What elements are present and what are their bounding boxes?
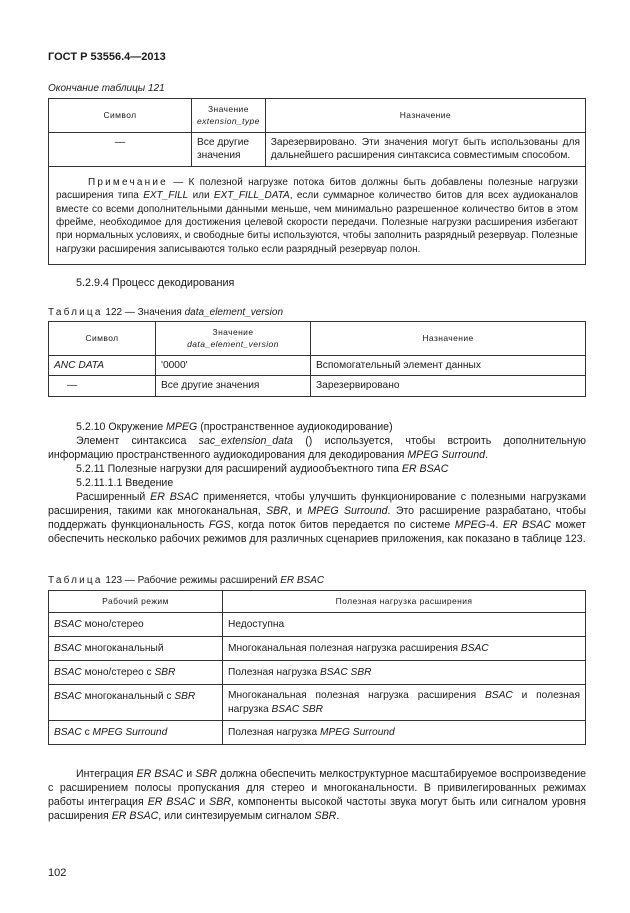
- table-row: [49, 356, 586, 376]
- col-header-symbol: Символ: [49, 322, 156, 356]
- cell-payload: Недоступна: [223, 613, 586, 637]
- col-header-value: Значение extension_type: [192, 99, 266, 133]
- table-row: [49, 133, 586, 167]
- col-header-payload: Полезная нагрузка расширения: [223, 591, 586, 613]
- document-code: ГОСТ Р 53556.4—2013: [48, 51, 166, 63]
- cell-mode: BSAC с MPEG Surround: [49, 721, 223, 745]
- cell-mode: BSAC моно/стерео: [49, 613, 223, 637]
- table-row: [49, 721, 586, 745]
- table-122: [48, 321, 586, 397]
- table-row: [49, 661, 586, 685]
- cell-value: '0000': [156, 356, 311, 376]
- table-note-row: [49, 166, 586, 264]
- cell-symbol: —: [49, 376, 156, 396]
- cell-payload: Многоканальная полезная нагрузка расширения BSAC и полезная нагрузка BSAC SBR: [223, 685, 586, 721]
- section-5-2-10: 5.2.10 Окружение MPEG (пространственное аудиокодирование): [76, 421, 393, 433]
- cell-value: Все другие значения: [192, 133, 266, 167]
- page-number: 102: [48, 867, 67, 879]
- cell-purpose: Зарезервировано: [311, 376, 586, 396]
- cell-purpose: Вспомогательный элемент данных: [311, 356, 586, 376]
- cell-payload: Многоканальная полезная нагрузка расширения BSAC: [223, 637, 586, 661]
- col-header-value: Значение data_element_version: [156, 322, 311, 356]
- table-123: [48, 590, 586, 745]
- section-5-2-11: 5.2.11 Полезные нагрузки для расширений аудиообъектного типа ER BSAC: [76, 463, 449, 475]
- cell-symbol: —: [49, 133, 192, 167]
- cell-payload: Полезная нагрузка BSAC SBR: [223, 661, 586, 685]
- paragraph-er-bsac-intro: Расширенный ER BSAC применяется, чтобы улучшить функционирование с полезными нагрузками расширения, такими как многоканальная, SBR, и MPEG Surround. Это расширение разрабатано, чтобы поддержать функциональность FGS, когда поток битов передается по системе MPEG-4. ER BSAC может обеспечить несколько рабочих режимов для различных сценариев приложения, как показано в таблице 123.: [48, 491, 586, 545]
- section-5-2-9-4: 5.2.9.4 Процесс декодирования: [76, 277, 235, 289]
- cell-payload: Полезная нагрузка MPEG Surround: [223, 721, 586, 745]
- table-note: Примечание — К полезной нагрузке потока битов должны быть добавлены полезные нагрузки расширения типа EXT_FILL или EXT_FILL_DATA, если суммарное количество битов для всех аудиоканалов вместе со всеми дополнительными данными меньше, чем минимально разрешенное количество битов в этом фрейме, необходимое для достижения целевой скорости передачи. Полезные нагрузки расширения избегают при нормальных условиях, и свободные биты используются, чтобы заполнить разрядный резервуар. Полезные нагрузки расширения записываются только если разрядный резервуар полон.: [49, 166, 586, 264]
- cell-mode: BSAC многоканальный с SBR: [49, 685, 223, 721]
- cell-purpose: Зарезервировано. Эти значения могут быть использованы для дальнейшего расширения синтаксиса совместимым способом.: [265, 133, 585, 167]
- section-5-2-11-1-1: 5.2.11.1.1 Введение: [76, 477, 174, 489]
- cell-mode: BSAC моно/стерео с SBR: [49, 661, 223, 685]
- table-row: [49, 685, 586, 721]
- table-121-caption: Окончание таблицы 121: [48, 83, 165, 94]
- cell-value: Все другие значения: [156, 376, 311, 396]
- col-header-symbol: Символ: [49, 99, 192, 133]
- cell-symbol: ANC DATA: [49, 356, 156, 376]
- table-row: [49, 376, 586, 396]
- table-121: [48, 98, 586, 265]
- table-123-caption: Таблица 123 — Рабочие режимы расширений ER BSAC: [48, 575, 325, 586]
- paragraph-integration: Интеграция ER BSAC и SBR должна обеспечить мелкоструктурное масштабируемое воспроизведение с расширением полосы пропускания для стерео и многоканальности. В привилегированных режимах работы интеграция ER BSAC и SBR, компоненты высокой частоты звука могут быть или сигналом уровня расширения ER BSAC, или синтезируемым сигналом SBR.: [48, 768, 587, 822]
- table-122-caption: Таблица 122 — Значения data_element_version: [48, 307, 284, 318]
- table-row: [49, 637, 586, 661]
- table-row: [49, 613, 586, 637]
- col-header-purpose: Назначение: [311, 322, 586, 356]
- col-header-purpose: Назначение: [265, 99, 585, 133]
- cell-mode: BSAC многоканальный: [49, 637, 223, 661]
- col-header-mode: Рабочий режим: [49, 591, 223, 613]
- paragraph-sac-extension: Элемент синтаксиса sac_extension_data () используется, чтобы встроить дополнительную информацию пространственного аудиокодирования для декодирования MPEG Surround.: [48, 435, 586, 461]
